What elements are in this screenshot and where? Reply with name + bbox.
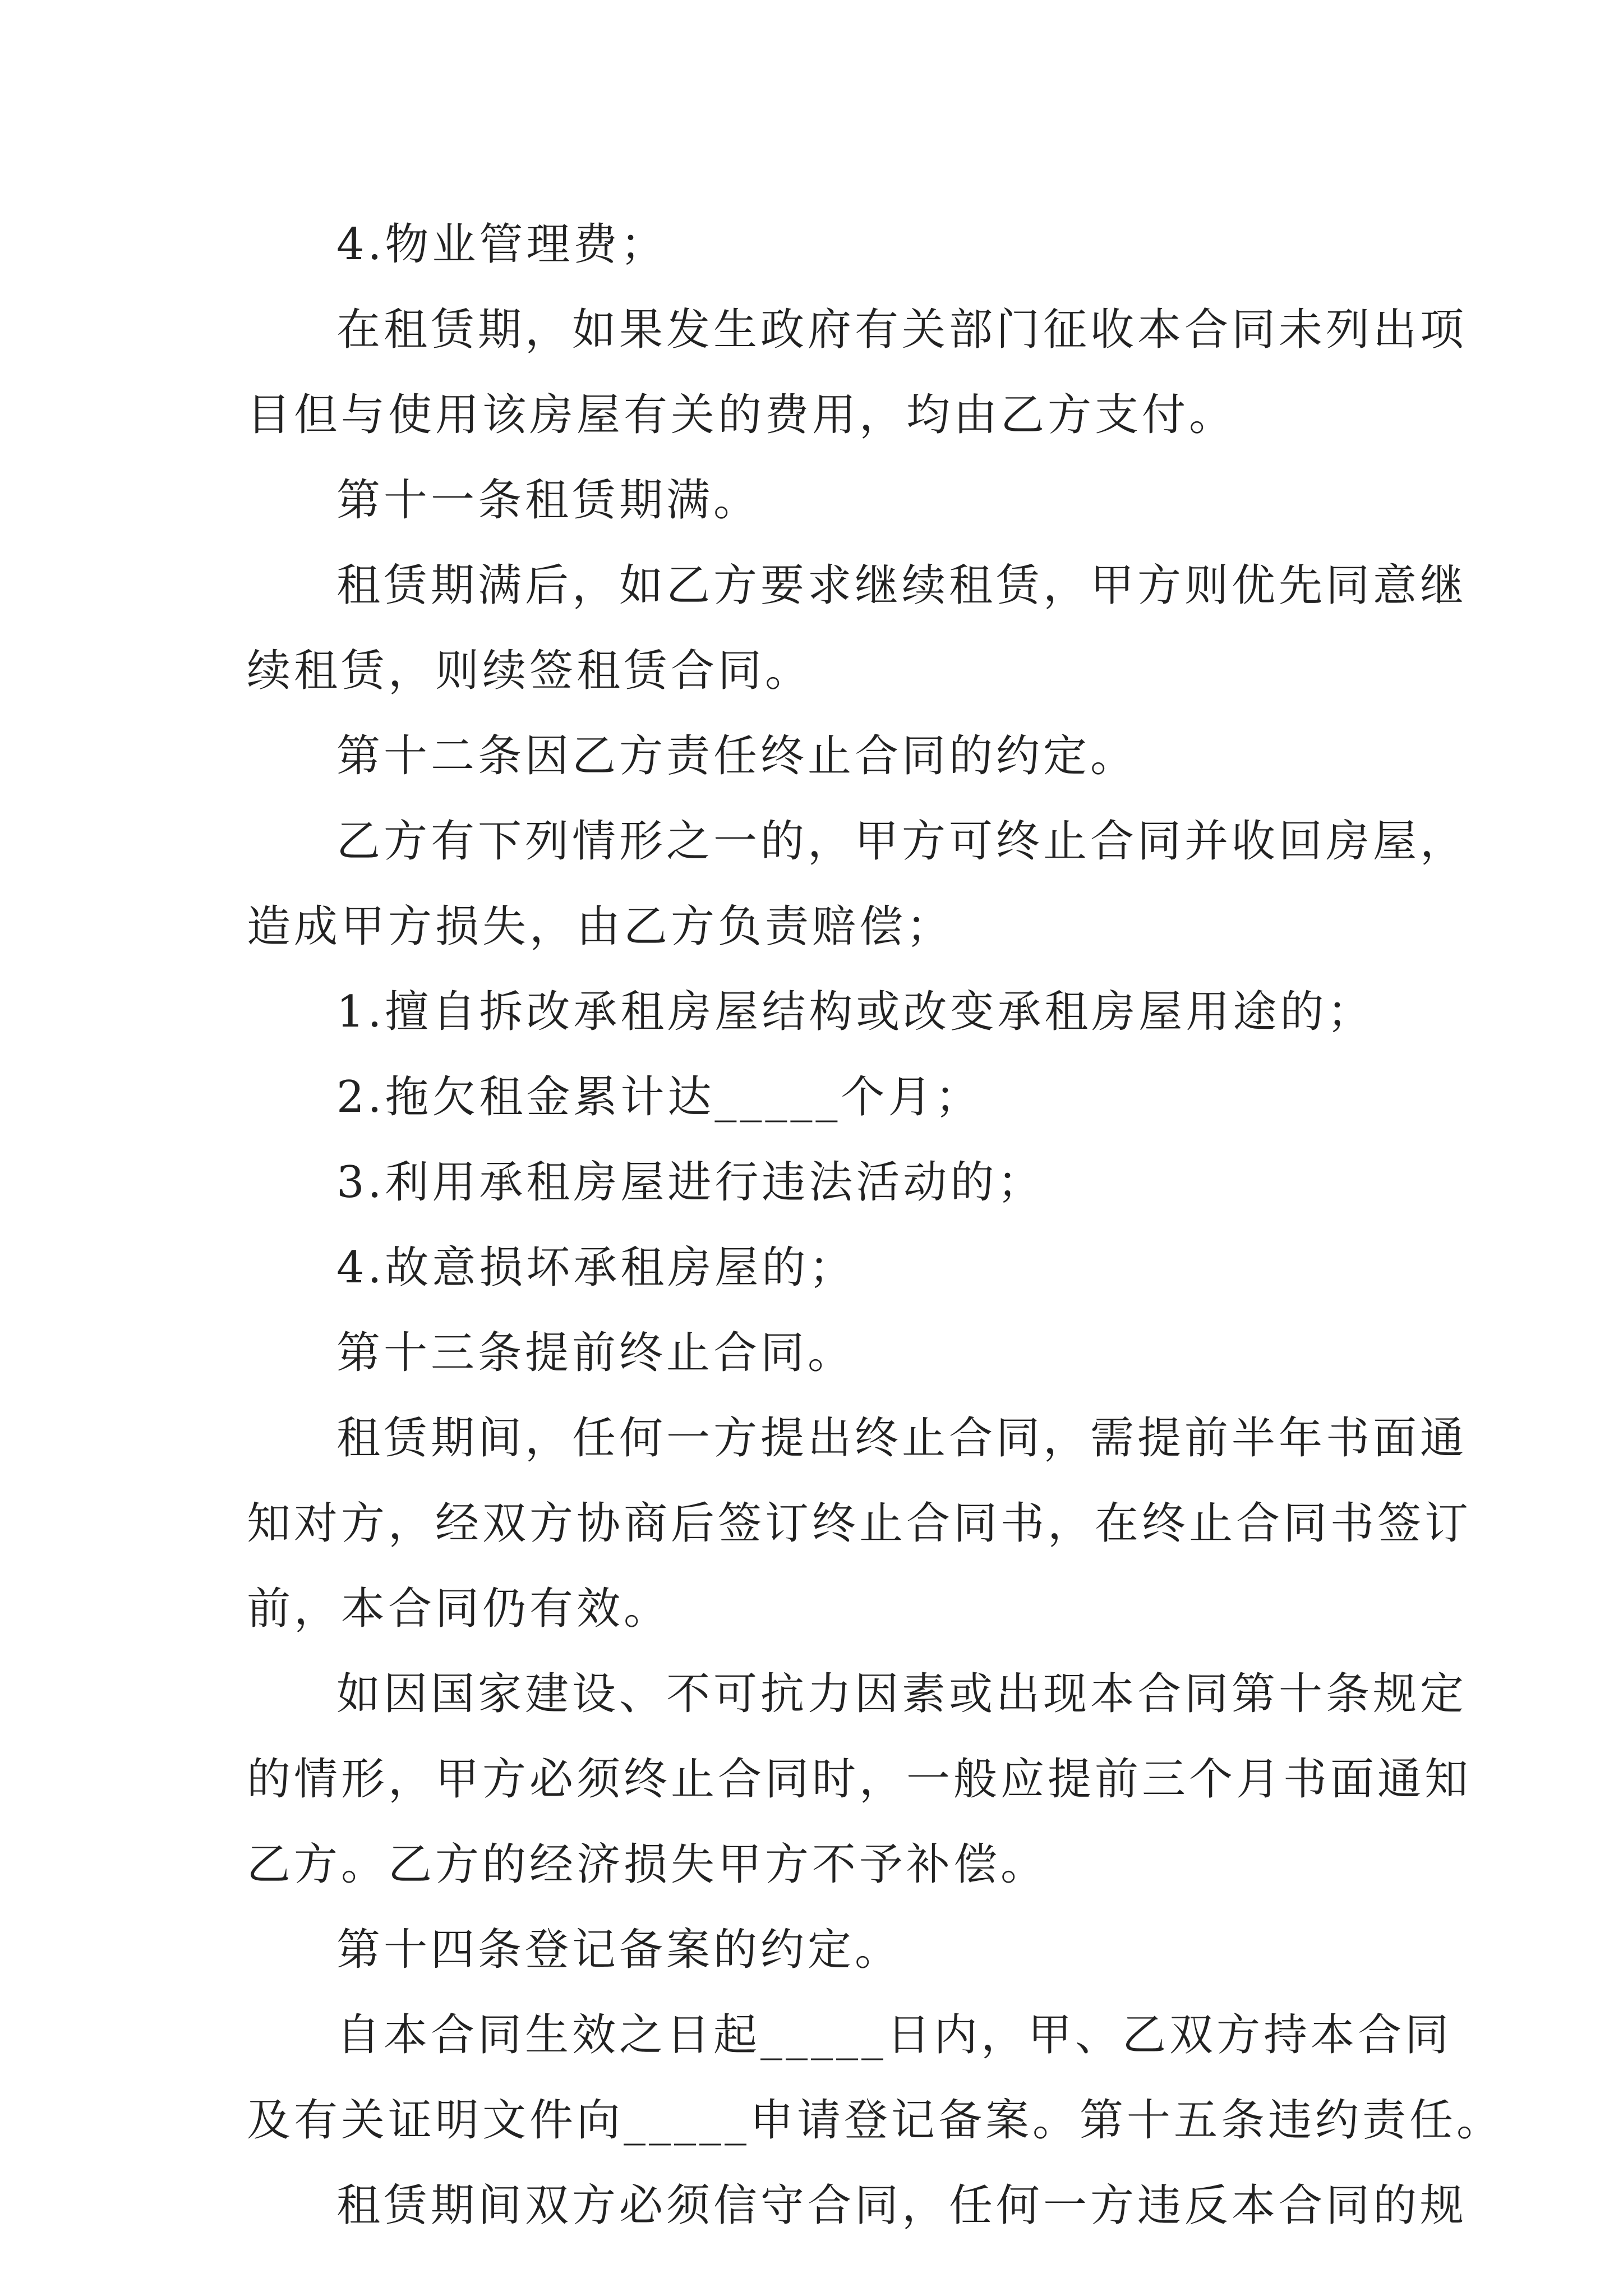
text-line-8: 乙方有下列情形之一的，甲方可终止合同并收回房屋，: [336, 816, 1468, 867]
text-line-1: 4.物业管理费；: [336, 219, 668, 270]
text-line-19: 的情形，甲方必须终止合同时，一般应提前三个月书面通知: [247, 1754, 1472, 1805]
text-line-17: 前，本合同仍有效。: [247, 1584, 671, 1634]
list-item-4: 4.故意损坏承租房屋的；: [336, 1243, 856, 1293]
list-item-1: 1.擅自拆改承租房屋结构或改变承租房屋用途的；: [336, 987, 1375, 1037]
article-12-heading: 第十二条因乙方责任终止合同的约定。: [336, 731, 1138, 781]
article-11-heading: 第十一条租赁期满。: [336, 475, 761, 526]
contract-text-body: [247, 202, 1504, 2248]
text-line-9: 造成甲方损失，由乙方负责赔偿；: [247, 901, 954, 952]
text-line-18: 如因国家建设、不可抗力因素或出现本合同第十条规定: [336, 1669, 1468, 1719]
text-line-24: 租赁期间双方必须信守合同，任何一方违反本合同的规: [336, 2180, 1468, 2231]
text-line-6: 续租赁，则续签租赁合同。: [247, 646, 813, 696]
text-line-15: 租赁期间，任何一方提出终止合同，需提前半年书面通: [336, 1413, 1468, 1464]
article-14-heading: 第十四条登记备案的约定。: [336, 1925, 902, 1975]
text-line-3: 目但与使用该房屋有关的费用，均由乙方支付。: [247, 390, 1237, 440]
text-line-5: 租赁期满后，如乙方要求继续租赁，甲方则优先同意继: [336, 560, 1468, 611]
article-13-heading: 第十三条提前终止合同。: [336, 1328, 855, 1378]
text-line-2: 在租赁期，如果发生政府有关部门征收本合同未列出项: [336, 305, 1468, 355]
list-item-2: 2.拖欠租金累计达_____个月；: [336, 1072, 983, 1122]
text-line-16: 知对方，经双方协商后签订终止合同书，在终止合同书签订: [247, 1498, 1472, 1549]
text-line-22: 自本合同生效之日起_____日内，甲、乙双方持本合同: [336, 2010, 1453, 2060]
list-item-3: 3.利用承租房屋进行违法活动的；: [336, 1157, 1045, 1208]
text-line-20: 乙方。乙方的经济损失甲方不予补偿。: [247, 1839, 1048, 1890]
text-line-23: 及有关证明文件向_____申请登记备案。第十五条违约责任。: [247, 2095, 1504, 2146]
